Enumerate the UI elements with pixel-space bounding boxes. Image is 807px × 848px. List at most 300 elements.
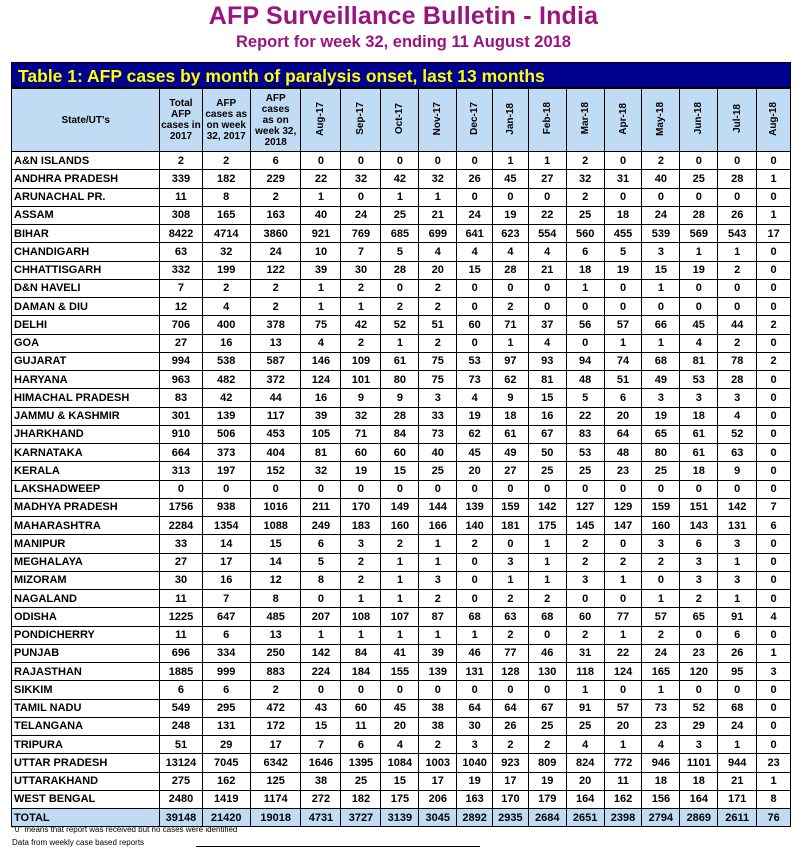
case-count-cell: 4 [301, 334, 341, 352]
case-count-cell: 56 [566, 316, 604, 334]
case-count-cell: 275 [160, 772, 202, 790]
case-count-cell: 378 [250, 316, 301, 334]
case-count-cell: 33 [160, 535, 202, 553]
case-count-cell: 2 [566, 188, 604, 206]
case-count-cell: 2 [757, 316, 791, 334]
case-count-cell: 24 [250, 243, 301, 261]
case-count-cell: 60 [566, 608, 604, 626]
case-count-cell: 0 [457, 681, 493, 699]
case-count-cell: 73 [419, 425, 457, 443]
case-count-cell: 93 [528, 352, 566, 370]
case-count-cell: 181 [493, 517, 529, 535]
case-count-cell: 1088 [250, 517, 301, 535]
case-count-cell: 53 [457, 352, 493, 370]
case-count-cell: 0 [680, 188, 718, 206]
case-count-cell: 4 [757, 608, 791, 626]
case-count-cell: 9 [493, 389, 529, 407]
case-count-cell: 0 [457, 480, 493, 498]
case-count-cell: 1 [718, 736, 757, 754]
case-count-cell: 339 [160, 170, 202, 188]
case-count-cell: 25 [341, 772, 381, 790]
table-row [12, 535, 791, 553]
case-count-cell: 127 [566, 498, 604, 516]
case-count-cell: 0 [457, 571, 493, 589]
case-count-cell: 4 [457, 243, 493, 261]
case-count-cell: 11 [604, 772, 642, 790]
case-count-cell: 60 [341, 444, 381, 462]
case-count-cell: 1 [566, 681, 604, 699]
total-label: TOTAL [12, 809, 160, 827]
case-count-cell: 20 [419, 261, 457, 279]
col-header-week-2018: AFP cases as on week 32, 2018 [250, 89, 301, 152]
case-count-cell: 0 [493, 188, 529, 206]
table-row [12, 681, 791, 699]
case-count-cell: 0 [604, 152, 642, 170]
case-count-cell: 51 [604, 371, 642, 389]
case-count-cell: 2 [757, 352, 791, 370]
case-count-cell: 554 [528, 225, 566, 243]
case-count-cell: 7 [757, 498, 791, 516]
table-row [12, 407, 791, 425]
case-count-cell: 40 [642, 170, 680, 188]
case-count-cell: 19 [642, 407, 680, 425]
state-name-cell: TELANGANA [12, 717, 160, 735]
case-count-cell: 17 [419, 772, 457, 790]
case-count-cell: 641 [457, 225, 493, 243]
table-row [12, 553, 791, 571]
table-row [12, 608, 791, 626]
case-count-cell: 1756 [160, 498, 202, 516]
case-count-cell: 18 [680, 462, 718, 480]
case-count-cell: 15 [250, 535, 301, 553]
case-count-cell: 1 [457, 626, 493, 644]
case-count-cell: 30 [457, 717, 493, 735]
case-count-cell: 61 [381, 352, 419, 370]
case-count-cell: 3 [680, 553, 718, 571]
case-count-cell: 946 [642, 754, 680, 772]
case-count-cell: 3 [457, 736, 493, 754]
case-count-cell: 91 [566, 699, 604, 717]
case-count-cell: 0 [757, 681, 791, 699]
case-count-cell: 5 [301, 553, 341, 571]
case-count-cell: 9 [718, 462, 757, 480]
case-count-cell: 66 [642, 316, 680, 334]
case-count-cell: 2 [419, 334, 457, 352]
case-count-cell: 14 [202, 535, 250, 553]
case-count-cell: 45 [381, 699, 419, 717]
case-count-cell: 0 [341, 681, 381, 699]
case-count-cell: 400 [202, 316, 250, 334]
case-count-cell: 229 [250, 170, 301, 188]
case-count-cell: 15 [381, 462, 419, 480]
case-count-cell: 1 [381, 334, 419, 352]
case-count-cell: 63 [493, 608, 529, 626]
case-count-cell: 699 [419, 225, 457, 243]
table-row [12, 425, 791, 443]
case-count-cell: 25 [642, 462, 680, 480]
case-count-cell: 38 [301, 772, 341, 790]
case-count-cell: 19018 [250, 809, 301, 827]
case-count-cell: 2 [566, 626, 604, 644]
case-count-cell: 0 [757, 389, 791, 407]
case-count-cell: 16 [202, 571, 250, 589]
case-count-cell: 3 [718, 571, 757, 589]
case-count-cell: 1 [493, 334, 529, 352]
case-count-cell: 15 [642, 261, 680, 279]
case-count-cell: 1 [566, 279, 604, 297]
table-row [12, 243, 791, 261]
state-name-cell: UTTARAKHAND [12, 772, 160, 790]
case-count-cell: 31 [566, 644, 604, 662]
case-count-cell: 7045 [202, 754, 250, 772]
case-count-cell: 6 [250, 152, 301, 170]
case-count-cell: 159 [642, 498, 680, 516]
case-count-cell: 87 [419, 608, 457, 626]
case-count-cell: 999 [202, 663, 250, 681]
case-count-cell: 38 [419, 717, 457, 735]
case-count-cell: 4 [381, 736, 419, 754]
case-count-cell: 142 [301, 644, 341, 662]
case-count-cell: 151 [680, 498, 718, 516]
case-count-cell: 0 [757, 298, 791, 316]
case-count-cell: 18 [566, 261, 604, 279]
case-count-cell: 0 [301, 152, 341, 170]
case-count-cell: 647 [202, 608, 250, 626]
case-count-cell: 21 [419, 206, 457, 224]
case-count-cell: 6 [604, 389, 642, 407]
case-count-cell: 1 [642, 590, 680, 608]
case-count-cell: 2 [341, 553, 381, 571]
case-count-cell: 33 [419, 407, 457, 425]
case-count-cell: 809 [528, 754, 566, 772]
case-count-cell: 0 [604, 188, 642, 206]
case-count-cell: 769 [341, 225, 381, 243]
case-count-cell: 57 [642, 608, 680, 626]
case-count-cell: 120 [680, 663, 718, 681]
state-name-cell: PONDICHERRY [12, 626, 160, 644]
case-count-cell: 0 [757, 188, 791, 206]
case-count-cell: 31 [604, 170, 642, 188]
case-count-cell: 4731 [301, 809, 341, 827]
table-row [12, 152, 791, 170]
table-row [12, 188, 791, 206]
case-count-cell: 42 [381, 170, 419, 188]
case-count-cell: 1 [718, 553, 757, 571]
case-count-cell: 0 [757, 279, 791, 297]
case-count-cell: 19 [528, 772, 566, 790]
case-count-cell: 32 [301, 462, 341, 480]
case-count-cell: 1 [419, 626, 457, 644]
case-count-cell: 1 [680, 243, 718, 261]
case-count-cell: 6 [680, 535, 718, 553]
case-count-cell: 3 [680, 389, 718, 407]
case-count-cell: 0 [160, 480, 202, 498]
case-count-cell: 455 [604, 225, 642, 243]
case-count-cell: 64 [457, 699, 493, 717]
case-count-cell: 20 [457, 462, 493, 480]
case-count-cell: 0 [757, 462, 791, 480]
case-count-cell: 0 [642, 571, 680, 589]
case-count-cell: 13124 [160, 754, 202, 772]
total-row [12, 809, 791, 827]
case-count-cell: 2 [381, 298, 419, 316]
case-count-cell: 2 [341, 334, 381, 352]
case-count-cell: 0 [757, 261, 791, 279]
case-count-cell: 2480 [160, 790, 202, 808]
case-count-cell: 2398 [604, 809, 642, 827]
state-name-cell: HARYANA [12, 371, 160, 389]
case-count-cell: 0 [457, 279, 493, 297]
case-count-cell: 224 [301, 663, 341, 681]
case-count-cell: 81 [680, 352, 718, 370]
case-count-cell: 42 [341, 316, 381, 334]
case-count-cell: 61 [680, 444, 718, 462]
case-count-cell: 308 [160, 206, 202, 224]
case-count-cell: 0 [680, 681, 718, 699]
case-count-cell: 1 [528, 553, 566, 571]
case-count-cell: 23 [604, 462, 642, 480]
case-count-cell: 77 [604, 608, 642, 626]
case-count-cell: 0 [757, 243, 791, 261]
state-name-cell: LAKSHADWEEP [12, 480, 160, 498]
case-count-cell: 27 [493, 462, 529, 480]
table-row [12, 444, 791, 462]
case-count-cell: 51 [419, 316, 457, 334]
state-name-cell: TRIPURA [12, 736, 160, 754]
case-count-cell: 0 [757, 444, 791, 462]
case-count-cell: 0 [419, 152, 457, 170]
state-name-cell: DELHI [12, 316, 160, 334]
case-count-cell: 4 [718, 407, 757, 425]
case-count-cell: 12 [250, 571, 301, 589]
table-caption: Table 1: AFP cases by month of paralysis onset, last 13 months [11, 62, 791, 88]
case-count-cell: 27 [528, 170, 566, 188]
case-count-cell: 0 [757, 736, 791, 754]
state-name-cell: PUNJAB [12, 644, 160, 662]
table-row [12, 462, 791, 480]
case-count-cell: 20 [604, 407, 642, 425]
case-count-cell: 301 [160, 407, 202, 425]
case-count-cell: 295 [202, 699, 250, 717]
case-count-cell: 60 [381, 444, 419, 462]
case-count-cell: 30 [341, 261, 381, 279]
case-count-cell: 1016 [250, 498, 301, 516]
case-count-cell: 4 [642, 736, 680, 754]
case-count-cell: 0 [757, 717, 791, 735]
table-row [12, 571, 791, 589]
table-row [12, 352, 791, 370]
case-count-cell: 1003 [419, 754, 457, 772]
col-header-month: Jul-18 [718, 89, 757, 152]
case-count-cell: 3860 [250, 225, 301, 243]
case-count-cell: 0 [604, 480, 642, 498]
case-count-cell: 1 [528, 571, 566, 589]
case-count-cell: 38 [419, 699, 457, 717]
case-count-cell: 5 [566, 389, 604, 407]
case-count-cell: 25 [528, 717, 566, 735]
case-count-cell: 24 [642, 644, 680, 662]
case-count-cell: 453 [250, 425, 301, 443]
col-header-month: Nov-17 [419, 89, 457, 152]
case-count-cell: 2 [493, 626, 529, 644]
case-count-cell: 2284 [160, 517, 202, 535]
case-count-cell: 2 [493, 298, 529, 316]
state-name-cell: ARUNACHAL PR. [12, 188, 160, 206]
case-count-cell: 2 [566, 152, 604, 170]
state-name-cell: MEGHALAYA [12, 553, 160, 571]
case-count-cell: 15 [301, 717, 341, 735]
case-count-cell: 60 [457, 316, 493, 334]
case-count-cell: 1 [718, 243, 757, 261]
case-count-cell: 0 [341, 480, 381, 498]
table-row [12, 663, 791, 681]
case-count-cell: 13 [250, 334, 301, 352]
case-count-cell: 163 [457, 790, 493, 808]
case-count-cell: 68 [457, 608, 493, 626]
case-count-cell: 1 [718, 590, 757, 608]
case-count-cell: 7 [202, 590, 250, 608]
case-count-cell: 3 [493, 553, 529, 571]
case-count-cell: 20 [604, 717, 642, 735]
case-count-cell: 130 [528, 663, 566, 681]
case-count-cell: 1 [301, 298, 341, 316]
case-count-cell: 4 [528, 334, 566, 352]
case-count-cell: 64 [604, 425, 642, 443]
case-count-cell: 272 [301, 790, 341, 808]
case-count-cell: 46 [528, 644, 566, 662]
case-count-cell: 0 [566, 590, 604, 608]
case-count-cell: 140 [457, 517, 493, 535]
case-count-cell: 0 [341, 152, 381, 170]
table-header-row [12, 89, 791, 152]
case-count-cell: 0 [604, 535, 642, 553]
case-count-cell: 19 [604, 261, 642, 279]
case-count-cell: 23 [757, 754, 791, 772]
case-count-cell: 17 [202, 553, 250, 571]
case-count-cell: 9 [381, 389, 419, 407]
case-count-cell: 4 [566, 736, 604, 754]
case-count-cell: 1 [604, 571, 642, 589]
case-count-cell: 1 [381, 626, 419, 644]
state-name-cell: CHANDIGARH [12, 243, 160, 261]
case-count-cell: 1 [381, 188, 419, 206]
case-count-cell: 1 [419, 188, 457, 206]
case-count-cell: 32 [341, 407, 381, 425]
case-count-cell: 0 [604, 298, 642, 316]
case-count-cell: 2 [566, 535, 604, 553]
case-count-cell: 8422 [160, 225, 202, 243]
case-count-cell: 249 [301, 517, 341, 535]
case-count-cell: 8 [202, 188, 250, 206]
case-count-cell: 22 [301, 170, 341, 188]
case-count-cell: 6342 [250, 754, 301, 772]
case-count-cell: 2 [160, 152, 202, 170]
case-count-cell: 1 [757, 644, 791, 662]
table-row [12, 206, 791, 224]
case-count-cell: 164 [566, 790, 604, 808]
case-count-cell: 45 [493, 170, 529, 188]
case-count-cell: 28 [381, 407, 419, 425]
case-count-cell: 0 [718, 480, 757, 498]
case-count-cell: 19 [493, 206, 529, 224]
case-count-cell: 53 [566, 444, 604, 462]
case-count-cell: 0 [757, 571, 791, 589]
case-count-cell: 91 [718, 608, 757, 626]
case-count-cell: 155 [381, 663, 419, 681]
case-count-cell: 938 [202, 498, 250, 516]
case-count-cell: 0 [718, 152, 757, 170]
case-count-cell: 182 [202, 170, 250, 188]
case-count-cell: 19 [680, 261, 718, 279]
case-count-cell: 78 [718, 352, 757, 370]
case-count-cell: 1 [381, 590, 419, 608]
table-row [12, 316, 791, 334]
table-body [12, 152, 791, 827]
case-count-cell: 0 [718, 681, 757, 699]
table-row [12, 644, 791, 662]
case-count-cell: 46 [457, 644, 493, 662]
case-count-cell: 21 [718, 772, 757, 790]
case-count-cell: 32 [202, 243, 250, 261]
case-count-cell: 3 [680, 571, 718, 589]
case-count-cell: 28 [493, 261, 529, 279]
case-count-cell: 0 [757, 553, 791, 571]
case-count-cell: 63 [160, 243, 202, 261]
table-row [12, 754, 791, 772]
case-count-cell: 0 [642, 480, 680, 498]
case-count-cell: 43 [301, 699, 341, 717]
case-count-cell: 49 [493, 444, 529, 462]
case-count-cell: 944 [718, 754, 757, 772]
case-count-cell: 80 [642, 444, 680, 462]
case-count-cell: 20 [381, 717, 419, 735]
case-count-cell: 60 [341, 699, 381, 717]
case-count-cell: 22 [528, 206, 566, 224]
case-count-cell: 2 [528, 736, 566, 754]
case-count-cell: 0 [642, 188, 680, 206]
case-count-cell: 57 [604, 316, 642, 334]
case-count-cell: 248 [160, 717, 202, 735]
case-count-cell: 11 [160, 626, 202, 644]
case-count-cell: 2 [642, 626, 680, 644]
state-name-cell: NAGALAND [12, 590, 160, 608]
state-name-cell: HIMACHAL PRADESH [12, 389, 160, 407]
case-count-cell: 73 [642, 699, 680, 717]
case-count-cell: 4 [419, 243, 457, 261]
case-count-cell: 1 [301, 279, 341, 297]
case-count-cell: 23 [642, 717, 680, 735]
table-row [12, 790, 791, 808]
case-count-cell: 3 [680, 736, 718, 754]
case-count-cell: 32 [341, 170, 381, 188]
state-name-cell: KARNATAKA [12, 444, 160, 462]
table-row [12, 699, 791, 717]
state-name-cell: GUJARAT [12, 352, 160, 370]
case-count-cell: 32 [419, 170, 457, 188]
case-count-cell: 147 [604, 517, 642, 535]
case-count-cell: 50 [528, 444, 566, 462]
case-count-cell: 2 [419, 590, 457, 608]
case-count-cell: 2 [419, 279, 457, 297]
state-name-cell: A&N ISLANDS [12, 152, 160, 170]
case-count-cell: 24 [718, 717, 757, 735]
case-count-cell: 73 [457, 371, 493, 389]
case-count-cell: 145 [566, 517, 604, 535]
case-count-cell: 2 [250, 681, 301, 699]
case-count-cell: 175 [381, 790, 419, 808]
case-count-cell: 40 [301, 206, 341, 224]
case-count-cell: 0 [718, 279, 757, 297]
